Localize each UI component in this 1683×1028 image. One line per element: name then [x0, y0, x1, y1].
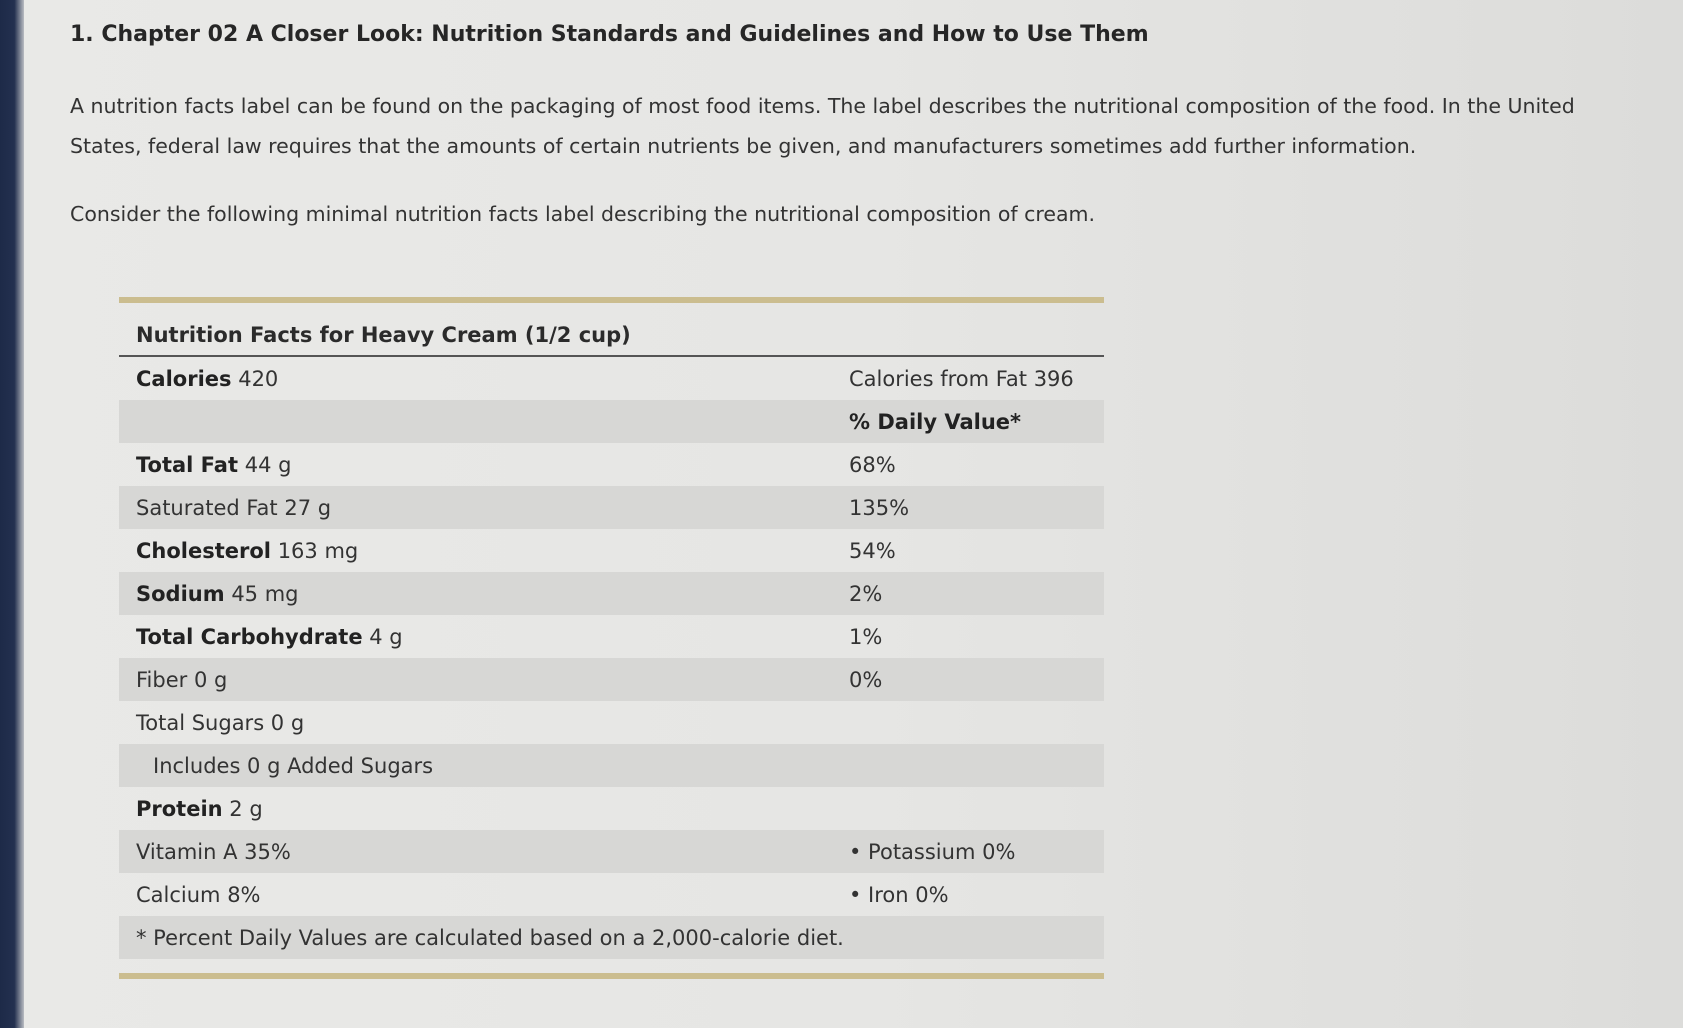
screen-edge	[0, 0, 24, 1028]
nutrient-amount: 163 mg	[277, 538, 359, 563]
nutrient-name: Total Sugars 0 g	[136, 710, 305, 735]
footnote: * Percent Daily Values are calculated based on a 2,000-calorie diet.	[136, 925, 844, 950]
vitamin-left: Calcium 8%	[136, 882, 261, 907]
nutrient-dv: 68%	[849, 452, 896, 477]
nutrient-name: Total Carbohydrate	[136, 624, 363, 649]
nutrient-name: Saturated Fat 27 g	[136, 495, 332, 520]
intro-paragraph: A nutrition facts label can be found on the packaging of most food items. The label describes the nutritional composition of the food. In the United States, federal law requires that the amounts of certain nutrients be given, and manufacturers sometimes add further information.	[70, 94, 1575, 158]
nutrient-amount: 45 mg	[231, 581, 299, 606]
nutrient-dv: 0%	[849, 667, 883, 692]
question-heading: 1. Chapter 02 A Closer Look: Nutrition Standards and Guidelines and How to Use Them	[70, 22, 1149, 47]
nutrient-row-cholesterol	[119, 529, 1104, 572]
nutrient-name: Protein	[136, 796, 223, 821]
nutrition-facts-label	[119, 297, 1104, 979]
nutrient-row-added-sugars	[119, 744, 1104, 787]
nutrient-name: Cholesterol	[136, 538, 271, 563]
nutrient-amount: 4 g	[369, 624, 403, 649]
nutrient-dv: 54%	[849, 538, 896, 563]
calories-from-fat: Calories from Fat 396	[849, 366, 1074, 391]
dv-header-row	[119, 400, 1104, 443]
nutrient-dv: 135%	[849, 495, 910, 520]
calories-row	[119, 357, 1104, 400]
nutrient-row-total-sugars	[119, 701, 1104, 744]
vitamin-row	[119, 873, 1104, 916]
nutrient-name: Total Fat	[136, 452, 239, 477]
label-bottom-rule	[119, 973, 1104, 979]
nutrient-row-fiber	[119, 658, 1104, 701]
nutrient-name: Sodium	[136, 581, 225, 606]
nutrient-dv: 1%	[849, 624, 883, 649]
nutrient-row-sodium	[119, 572, 1104, 615]
nutrient-row-saturated-fat	[119, 486, 1104, 529]
vitamin-row	[119, 830, 1104, 873]
nutrient-amount: 2 g	[229, 796, 263, 821]
nutrient-dv: 2%	[849, 581, 883, 606]
nutrient-row-total-fat	[119, 443, 1104, 486]
footnote-row	[119, 916, 1104, 959]
nutrient-name: Fiber 0 g	[136, 667, 228, 692]
vitamin-left: Vitamin A 35%	[136, 839, 291, 864]
instruction-paragraph: Consider the following minimal nutrition facts label describing the nutritional composition of cream.	[70, 202, 1095, 226]
label-top-rule	[119, 297, 1104, 303]
label-title: Nutrition Facts for Heavy Cream (1/2 cup)	[119, 317, 1104, 357]
vitamin-right: • Iron 0%	[849, 882, 949, 907]
calories-name: Calories	[136, 366, 232, 391]
vitamin-right: • Potassium 0%	[849, 839, 1016, 864]
calories-value: 420	[238, 366, 279, 391]
nutrient-name: Includes 0 g Added Sugars	[153, 753, 434, 778]
question-page	[24, 0, 1683, 1028]
nutrient-amount: 44 g	[244, 452, 292, 477]
nutrient-row-protein	[119, 787, 1104, 830]
nutrient-row-total-carbohydrate	[119, 615, 1104, 658]
dv-header: % Daily Value*	[849, 409, 1021, 434]
